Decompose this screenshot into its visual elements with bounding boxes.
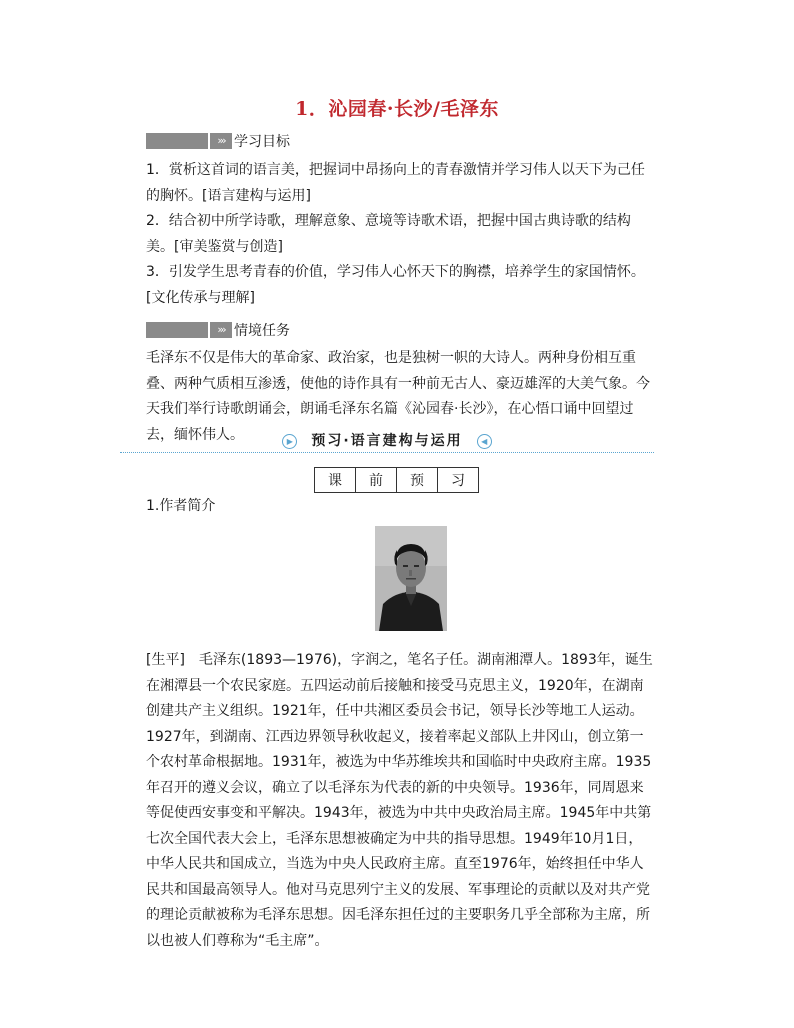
section-header-task [146,321,290,339]
chevron-right-icon: ››› [210,322,232,338]
banner-title: 预习·语言建构与运用 [311,433,463,449]
preview-char: 习 [438,468,479,493]
biography-text: [生平] 毛泽东(1893—1976)，字润之，笔名子任。湖南湘潭人。1893年，诞生在湘潭县一个农民家庭。五四运动前后接触和接受马克思主义，1920年，在湖南创建共产主义组织。1921年，任中共湘区委员会书记，领导长沙等地工人运动。1927年，到湖南、江西边界领导秋收起义，接着率起义部队上井冈山，创立第一个农村革命根据地。1931年，被选为中华苏维埃共和国临时中央政府主席。1935年召开的遵义会议，确立了以毛泽东为代表的新的中央领导。1936年，同周恩来等促使西安事变和平解决。1943年，被选为中共中央政治局主席。1945年中共第七次全国代表大会上，毛泽东思想被确定为中共的指导思想。1949年10月1日，中华人民共和国成立，当选为中央人民政府主席。直至1976年，始终担任中华人民共和国最高领导人。他对马克思列宁主义的发展、军事理论的贡献以及对共产党的理论贡献被称为毛泽东思想。因毛泽东担任过的主要职务几乎全部称为主席，所以也被人们尊称为“毛主席”。 [146,652,653,949]
objective-1: 1．赏析这首词的语言美，把握词中昂扬向上的青春激情并学习伟人以天下为己任的胸怀。[语言建构与运用] [146,162,645,204]
section-label: 情境任务 [234,323,290,339]
chevron-right-icon: ››› [210,133,232,149]
preview-box [314,467,479,493]
task-text: 毛泽东不仅是伟大的革命家、政治家，也是独树一帜的大诗人。两种身份相互重叠、两种气质相互渗透，使他的诗作具有一种前无古人、豪迈雄浑的大美气象。今天我们举行诗歌朗诵会，朗诵毛泽东名篇《沁园春·长沙》，在心悟口诵中回望过去，缅怀伟人。 [146,350,650,443]
section-banner [120,430,654,456]
page-title: 1．沁园春·长沙/毛泽东 [295,98,499,120]
preview-char: 预 [397,468,438,493]
author-portrait [375,526,447,631]
portrait-image [375,526,447,631]
play-right-icon: ▶ [282,434,297,449]
play-left-icon: ◀ [477,434,492,449]
section-label: 学习目标 [234,134,290,150]
banner-divider [120,452,654,453]
preview-char: 前 [356,468,397,493]
section-header-objectives [146,132,290,150]
section-bar [146,133,208,149]
objective-2: 2．结合初中所学诗歌，理解意象、意境等诗歌术语，把握中国古典诗歌的结构美。[审美鉴赏与创造] [146,213,631,255]
author-heading: 1.作者简介 [146,498,216,514]
section-bar [146,322,208,338]
objective-3: 3．引发学生思考青春的价值，学习伟人心怀天下的胸襟，培养学生的家国情怀。[文化传承与理解] [146,264,645,306]
preview-char: 课 [315,468,356,493]
